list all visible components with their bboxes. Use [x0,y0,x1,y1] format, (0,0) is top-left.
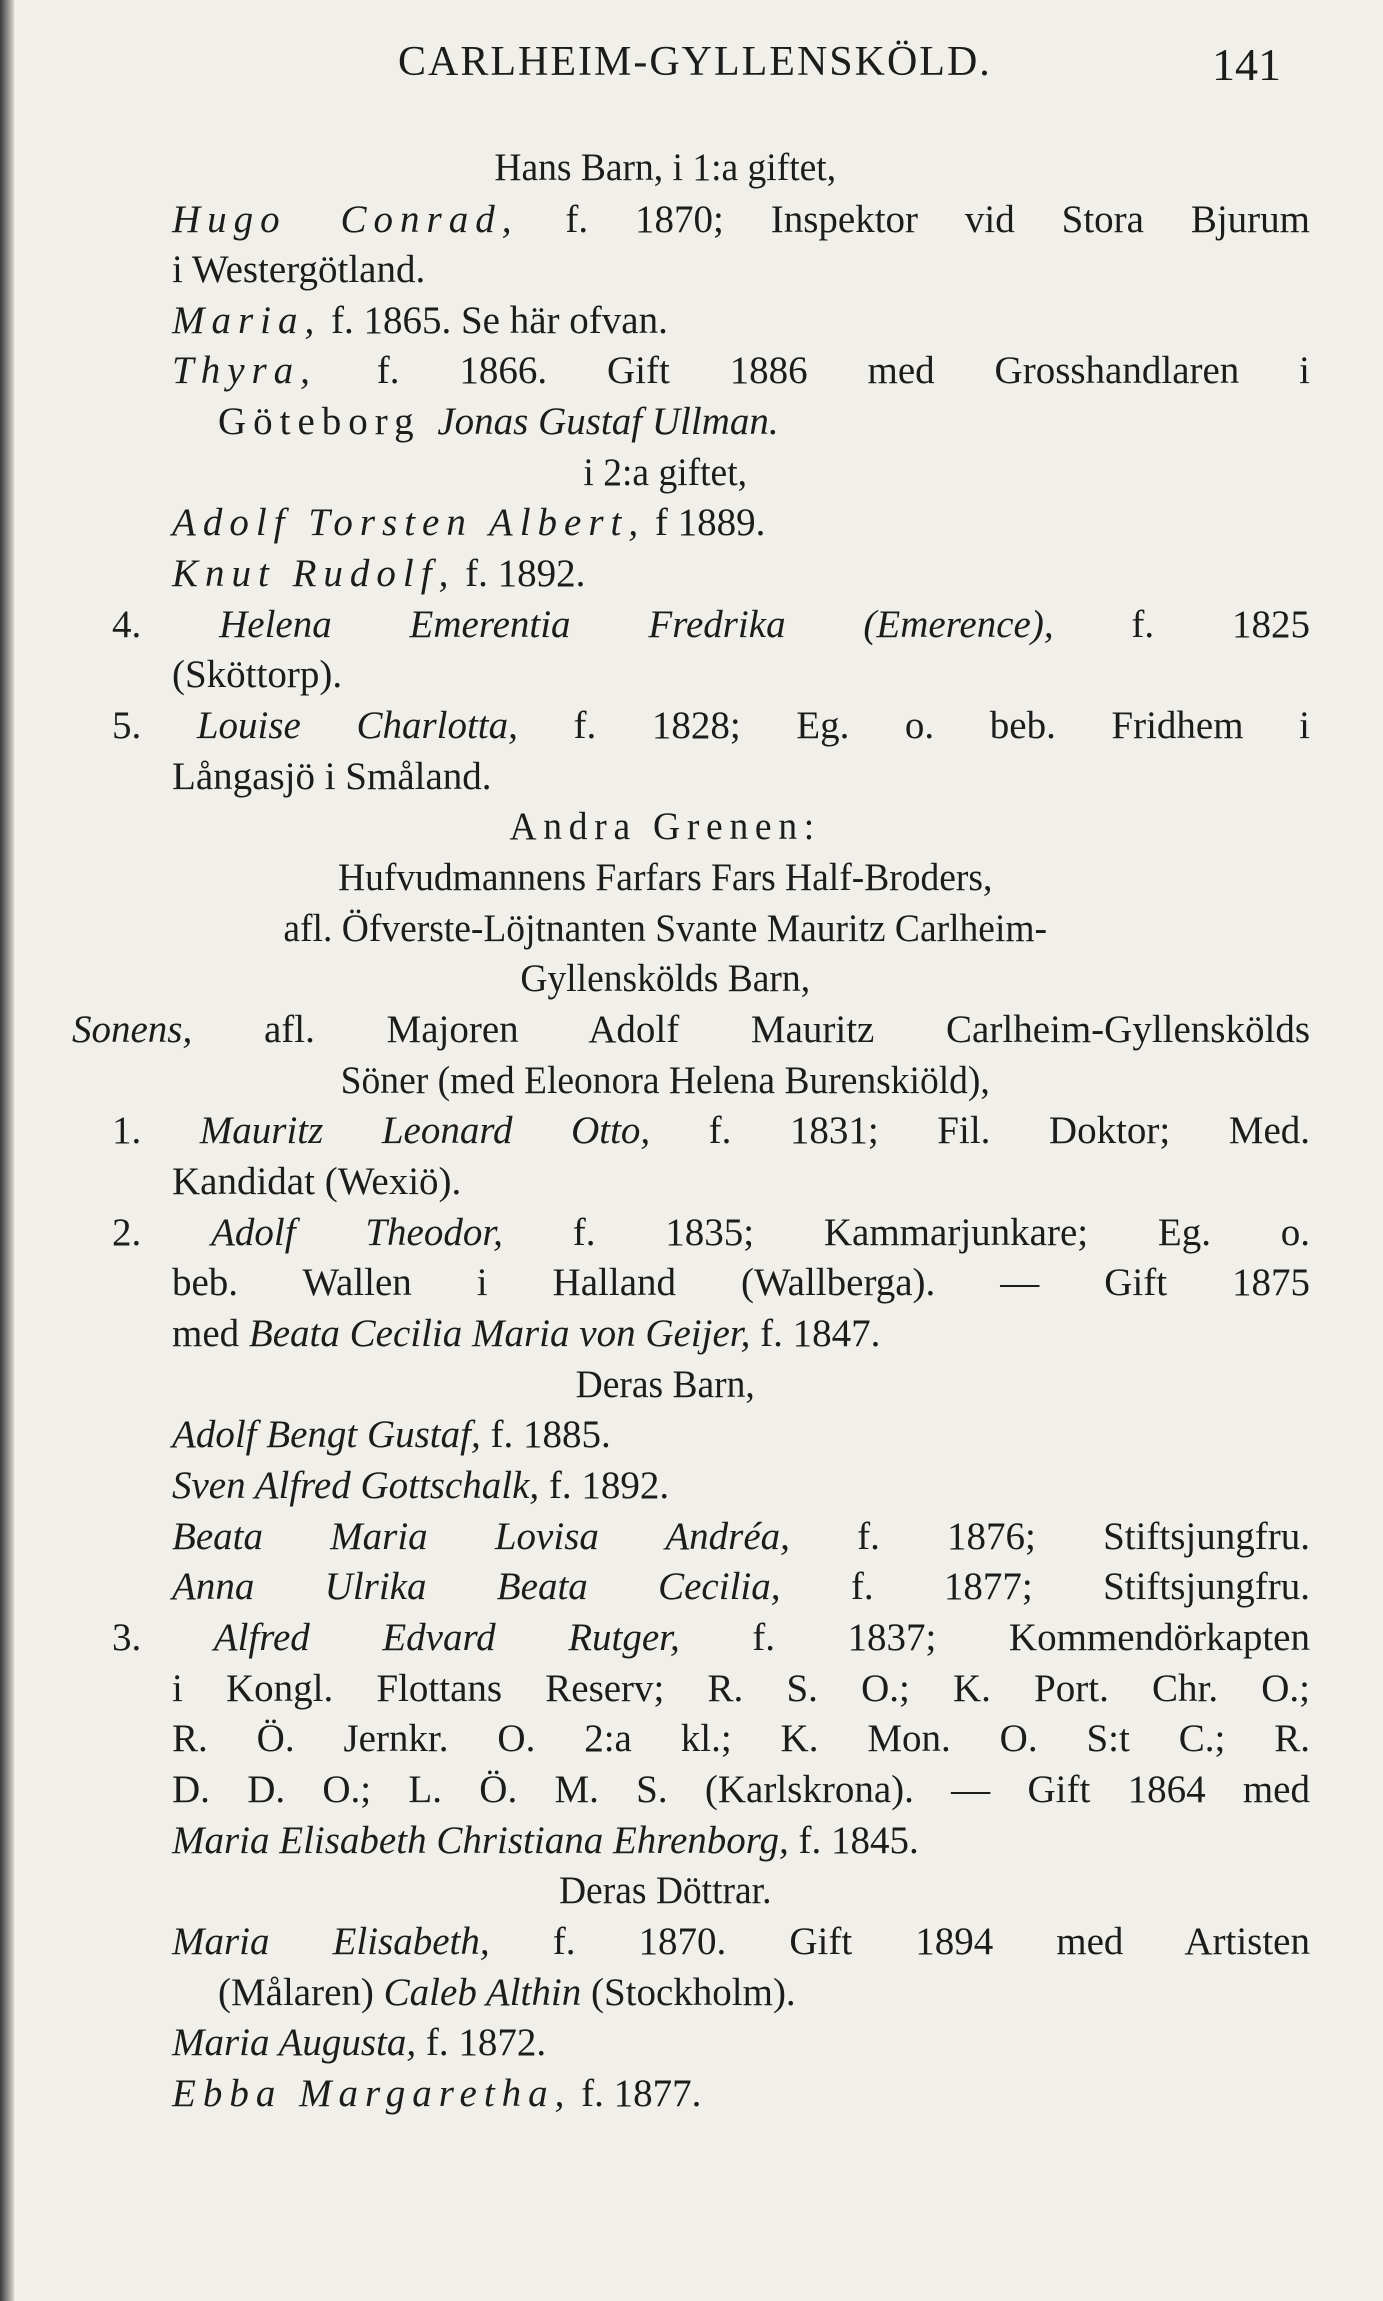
text-line: (Målaren) Caleb Althin (Stockholm). [218,1971,796,2014]
text-line: 1. Mauritz Leonard Otto, f. 1831; Fil. Doktor; Med. [112,1109,1311,1152]
text-line: 2. Adolf Theodor, f. 1835; Kammarjunkare; Eg. o. [112,1211,1310,1254]
text-line: Adolf Torsten Albert, f 1889. [172,501,766,544]
text-line: Maria Elisabeth Christiana Ehrenborg, f. 1845. [172,1819,919,1862]
text-line: Sven Alfred Gottschalk, f. 1892. [172,1464,670,1507]
text-line: 5. Louise Charlotta, f. 1828; Eg. o. beb. Fridhem i [112,704,1310,747]
text-line: Ebba Margaretha, f. 1877. [172,2072,702,2115]
text-line: Söner (med Eleonora Helena Burenskiöld), [340,1059,990,1102]
page-number: 141 [1212,39,1281,90]
text-line: Gyllenskölds Barn, [520,957,811,1000]
text-line: Långasjö i Småland. [172,755,492,798]
text-line: (Sköttorp). [172,653,343,696]
text-line: Knut Rudolf, f. 1892. [172,552,586,595]
text-line: 4. Helena Emerentia Fredrika (Emerence), f. 1825 [112,603,1310,646]
text-line: Maria, f. 1865. Se här ofvan. [172,299,668,342]
text-line: Maria Augusta, f. 1872. [172,2021,547,2064]
text-line: Göteborg Jonas Gustaf Ullman. [218,400,779,443]
section-heading: Andra Grenen: [509,805,821,848]
text-line: med Beata Cecilia Maria von Geijer, f. 1847. [172,1312,881,1355]
text-line: i Kongl. Flottans Reserv; R. S. O.; K. Port. Chr. O.; [172,1667,1310,1710]
running-title: CARLHEIM-GYLLENSKÖLD. [398,39,992,85]
page-header [0,38,1383,98]
text-line: R. Ö. Jernkr. O. 2:a kl.; K. Mon. O. S:t C.; R. [172,1717,1310,1760]
text-line: 3. Alfred Edvard Rutger, f. 1837; Kommendörkapten [112,1616,1310,1659]
text-line: i Westergötland. [172,248,426,291]
page-binding-edge [0,0,14,2301]
text-line: Anna Ulrika Beata Cecilia, f. 1877; Stiftsjungfru. [172,1565,1310,1608]
text-line: D. D. O.; L. Ö. M. S. (Karlskrona). — Gift 1864 med [172,1768,1310,1811]
text-line: afl. Öfverste-Löjtnanten Svante Mauritz Carlheim- [283,907,1048,950]
text-line: Sonens, afl. Majoren Adolf Mauritz Carlheim-Gyllenskölds [72,1008,1310,1051]
text-line: Thyra, f. 1866. Gift 1886 med Grosshandlaren i [172,349,1310,392]
text-line: Maria Elisabeth, f. 1870. Gift 1894 med Artisten [172,1920,1310,1963]
text-line: Kandidat (Wexiö). [172,1160,462,1203]
text-line: Hans Barn, i 1:a giftet, [494,146,837,189]
text-line: Deras Barn, [575,1363,755,1406]
text-line: Adolf Bengt Gustaf, f. 1885. [172,1413,611,1456]
text-line: Deras Döttrar. [558,1869,772,1912]
text-line: Hufvudmannens Farfars Fars Half-Broders, [338,856,993,899]
text-line: beb. Wallen i Halland (Wallberga). — Gift 1875 [172,1261,1310,1304]
text-line: i 2:a giftet, [583,451,748,494]
text-line: Hugo Conrad, f. 1870; Inspektor vid Stora Bjurum [172,198,1311,241]
text-line: Beata Maria Lovisa Andréa, f. 1876; Stiftsjungfru. [172,1515,1310,1558]
